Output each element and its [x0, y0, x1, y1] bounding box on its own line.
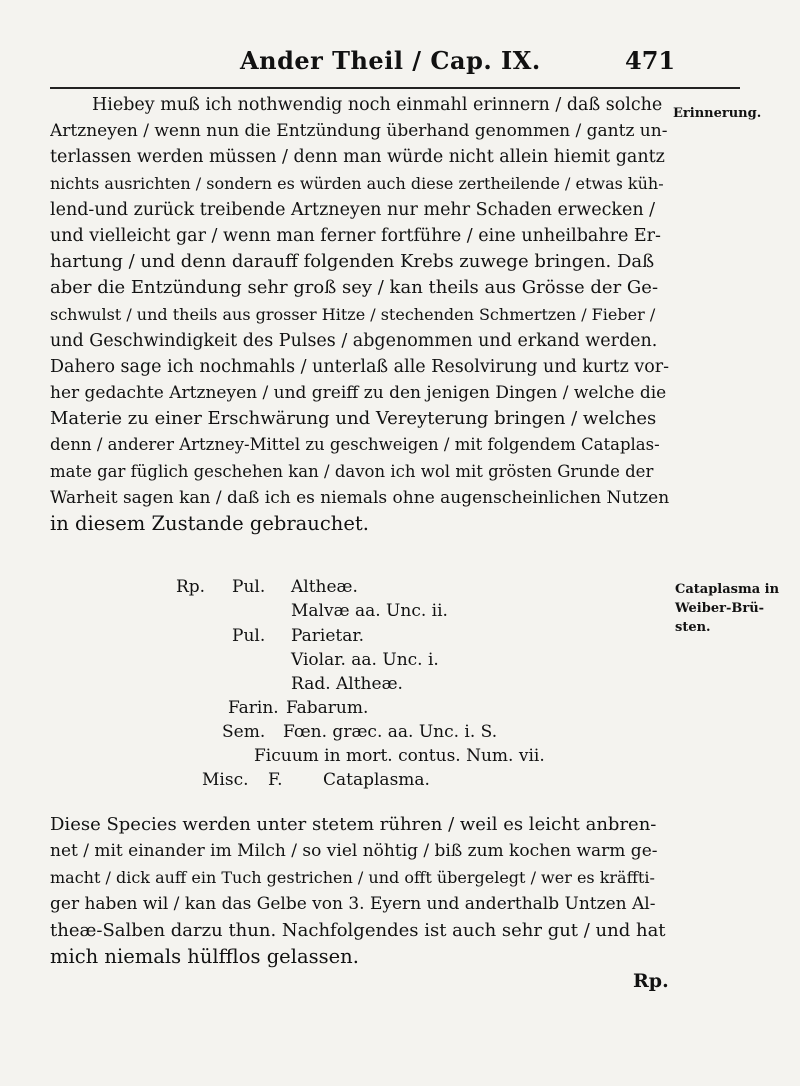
text-line: schwulst / und theils aus grosser Hitze / stechenden Schmertzen / Fieber /: [50, 304, 656, 324]
recipe-pul: Pul.: [232, 626, 266, 646]
text-line: Materie zu einer Erschwärung und Vereyterung bringen / welches: [50, 408, 657, 430]
recipe-pul: Pul.: [232, 577, 266, 597]
text-line: und Geschwindigkeit des Pulses / abgenommen und erkand werden.: [50, 330, 658, 351]
text-line: Hiebey muß ich nothwendig noch einmahl erinnern / daß solche: [92, 95, 663, 115]
text-line: macht / dick auff ein Tuch gestrichen / und offt übergelegt / wer es kräffti-: [50, 867, 655, 887]
catchword: Rp.: [633, 970, 669, 992]
header-rule: [50, 87, 740, 89]
text-line: nichts ausrichten / sondern es würden auch diese zertheilende / etwas küh-: [50, 173, 664, 193]
text-line: her gedachte Artzneyen / und greiff zu den jenigen Dingen / welche die: [50, 383, 667, 404]
text-line: in diesem Zustande gebrauchet.: [50, 512, 369, 535]
page-number: 471: [625, 46, 676, 75]
text-line: Diese Species werden unter stetem rühren / weil es leicht anbren-: [50, 814, 657, 835]
running-title: Ander Theil / Cap. IX.: [240, 46, 541, 75]
text-line: hartung / und denn darauff folgenden Krebs zuwege bringen. Daß: [50, 251, 655, 273]
text-line: Warheit sagen kan / daß ich es niemals ohne augenscheinlichen Nutzen: [50, 487, 670, 508]
recipe-ingredient: Altheæ.: [291, 577, 358, 597]
recipe-ingredient: Ficuum in mort. contus. Num. vii.: [254, 746, 545, 766]
recipe-f: F.: [268, 770, 283, 790]
recipe-ingredient: Fœn. græc. aa. Unc. i. S.: [283, 722, 498, 742]
text-line: aber die Entzündung sehr groß sey / kan theils aus Grösse der Ge-: [50, 277, 659, 299]
text-line: mich niemals hülfflos gelassen.: [50, 944, 359, 968]
margin-note-cataplasma: Cataplasma in Weiber-Brü-sten.: [675, 582, 780, 635]
text-line: net / mit einander im Milch / so viel nöhtig / biß zum kochen warm ge-: [50, 841, 658, 862]
text-line: theæ-Salben darzu thun. Nachfolgendes ist auch sehr gut / und hat: [50, 919, 666, 941]
text-line: und vielleicht gar / wenn man ferner fortführe / eine unheilbahre Er-: [50, 225, 661, 246]
recipe-rp: Rp.: [176, 577, 206, 597]
text-line: terlassen werden müssen / denn man würde nicht allein hiemit gantz: [50, 147, 665, 168]
text-line: lend-und zurück treibende Artzneyen nur mehr Schaden erwecken /: [50, 199, 656, 220]
text-line: mate gar füglich geschehen kan / davon ich wol mit grösten Grunde der: [50, 461, 654, 481]
recipe-ingredient: Malvæ aa. Unc. ii.: [291, 601, 448, 621]
recipe-farin: Farin.: [228, 698, 279, 718]
recipe-sem: Sem.: [222, 722, 266, 742]
recipe-ingredient: Parietar.: [291, 626, 365, 646]
paragraph-2: [50, 812, 670, 970]
recipe-ingredient: Fabarum.: [286, 698, 369, 718]
running-header: [0, 40, 800, 90]
paragraph-1: [50, 92, 670, 537]
text-line: Dahero sage ich nochmahls / unterlaß alle Resolvirung und kurtz vor-: [50, 356, 670, 377]
text-line: ger haben wil / kan das Gelbe von 3. Eyern und anderthalb Untzen Al-: [50, 894, 656, 915]
recipe-ingredient: Violar. aa. Unc. i.: [291, 650, 439, 670]
recipe-ingredient: Rad. Altheæ.: [291, 674, 403, 694]
text-line: denn / anderer Artzney-Mittel zu geschweigen / mit folgendem Cataplas-: [50, 435, 660, 455]
recipe-cataplasma: Cataplasma.: [323, 770, 430, 790]
recipe-misc: Misc.: [202, 770, 249, 790]
text-line: Artzneyen / wenn nun die Entzündung überhand genommen / gantz un-: [50, 121, 668, 142]
margin-note-erinnerung: Erinnerung.: [673, 106, 762, 121]
